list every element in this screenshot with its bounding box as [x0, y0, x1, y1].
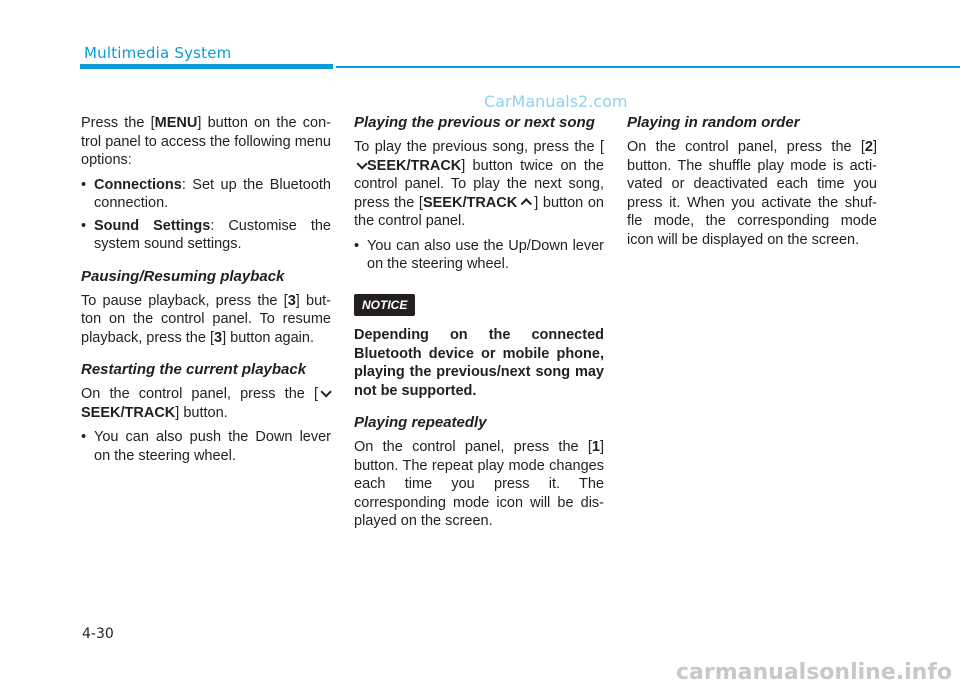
heading-prev-next: Playing the previous or next song — [354, 114, 595, 131]
chevron-down-icon — [320, 386, 331, 397]
list-item: • Sound Settings: Customise the system sound settings. — [81, 217, 331, 254]
list-item: • You can also push the Down lever on the steering wheel. — [81, 428, 331, 465]
watermark-top: CarManuals2.com — [484, 92, 628, 111]
header-rule-thin — [336, 66, 960, 68]
section-title: Multimedia System — [84, 44, 232, 62]
prev-next-paragraph: To play the previous song, press the [SEEK/TRACK] button twice on the control panel. To play the next song, press the [SEEK/TRACK ] button on the control panel. — [354, 139, 604, 229]
menu-options-list — [81, 176, 331, 254]
prev-next-list — [354, 237, 604, 274]
notice-badge: NOTICE — [354, 294, 415, 317]
notice-text: Depending on the connected Bluetooth device or mobile phone, playing the previous/next song may not be supported. — [354, 327, 604, 399]
intro-paragraph: Press the [MENU] button on the con- trol panel to access the following menu options: — [81, 115, 331, 168]
pause-paragraph: To pause playback, press the [3] but- ton on the control panel. To resume playback, press the [3] button again. — [81, 292, 331, 346]
column-2 — [354, 114, 604, 537]
repeat-paragraph: On the control panel, press the [1] button. The repeat play mode changes each time you press it. The corresponding mode icon will be dis- played on the screen. — [354, 439, 604, 529]
column-1 — [81, 114, 331, 471]
heading-repeat: Playing repeatedly — [354, 414, 487, 431]
heading-random: Playing in random order — [627, 114, 800, 131]
list-item: • You can also use the Up/Down lever on the steering wheel. — [354, 237, 604, 274]
restart-list — [81, 428, 331, 465]
watermark-bottom: carmanualsonline.info — [676, 660, 952, 685]
page-number: 4-30 — [82, 626, 114, 642]
header-rule-thick — [80, 64, 333, 69]
heading-restart: Restarting the current playback — [81, 361, 307, 378]
menu-key: MENU — [154, 115, 198, 131]
restart-paragraph: On the control panel, press the [SEEK/TRACK] button. — [81, 385, 331, 422]
list-item: • Connections: Set up the Bluetooth connection. — [81, 176, 331, 213]
chevron-up-icon — [521, 198, 532, 209]
column-3 — [627, 114, 877, 255]
random-paragraph: On the control panel, press the [2] button. The shuffle play mode is acti- vated or deactivated each time you press it. When you activate the shuf- fle mode, the corresponding mode icon will be displayed on the screen. — [627, 139, 877, 248]
heading-pause: Pausing/Resuming playback — [81, 267, 285, 285]
